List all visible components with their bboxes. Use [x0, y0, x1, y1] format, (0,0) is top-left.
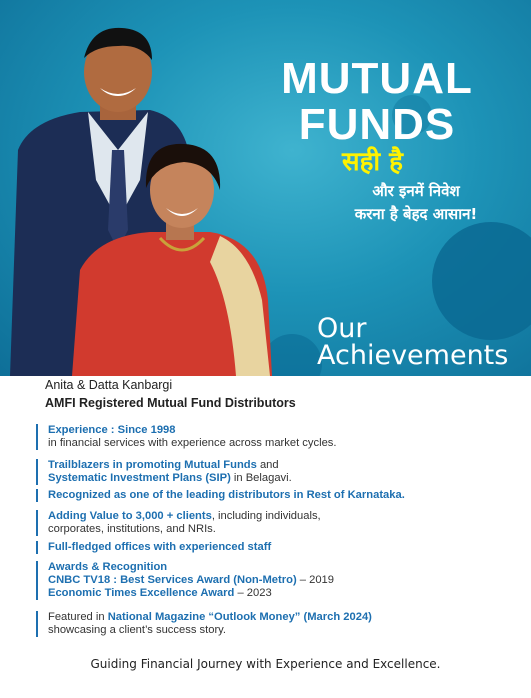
item-highlight: Experience : Since 1998: [48, 424, 176, 436]
item-highlight: National Magazine “Outlook Money” (March 2024): [107, 611, 372, 623]
hindi-subtitle-line-1: और इनमें निवेश: [372, 182, 460, 200]
item-text: corporates, institutions, and NRIs.: [48, 523, 216, 535]
item-text: Featured in: [48, 611, 108, 623]
item-highlight: Systematic Investment Plans (SIP): [48, 472, 231, 484]
item-text: , including individuals,: [211, 510, 321, 522]
decorative-circle: [432, 222, 531, 340]
hindi-subtitle: [316, 180, 516, 226]
title-line-1: MUTUAL: [281, 54, 473, 103]
item-highlight: CNBC TV18 : Best Services Award (Non-Metro): [48, 574, 297, 586]
item-highlight: Adding Value to 3,000 + clients: [48, 510, 212, 522]
achievement-experience: [36, 424, 516, 450]
item-text: – 2023: [234, 587, 272, 599]
achievements-heading-line-2: Achievements: [317, 340, 509, 371]
footer-tagline: Guiding Financial Journey with Experience and Excellence.: [90, 657, 441, 671]
item-text: in Belagavi.: [230, 472, 292, 484]
item-text: in financial services with experience across market cycles.: [48, 437, 337, 449]
achievement-featured: [36, 611, 516, 637]
achievement-clients: [36, 510, 516, 536]
hindi-tagline: सही है: [342, 147, 403, 177]
achievement-recognized: [36, 489, 516, 502]
item-text: and: [256, 459, 279, 471]
achievement-offices: [36, 541, 516, 554]
achievement-trailblazers: [36, 459, 516, 485]
item-highlight: Full-fledged offices with experienced staff: [48, 541, 272, 553]
item-highlight: Economic Times Excellence Award: [48, 587, 235, 599]
hindi-subtitle-line-2: करना है बेहद आसान!: [354, 205, 478, 223]
distributor-names: Anita & Datta Kanbargi: [45, 378, 173, 392]
item-highlight: Recognized as one of the leading distributors in Rest of Karnataka.: [48, 489, 405, 501]
achievement-awards: [36, 561, 516, 600]
achievements-heading-line-1: Our: [317, 313, 367, 344]
item-text: showcasing a client’s success story.: [48, 624, 227, 636]
title-line-2: FUNDS: [298, 100, 456, 149]
item-highlight: Awards & Recognition: [48, 561, 168, 573]
item-highlight: Trailblazers in promoting Mutual Funds: [48, 459, 257, 471]
item-text: – 2019: [296, 574, 334, 586]
distributor-role: AMFI Registered Mutual Fund Distributors: [45, 396, 296, 410]
